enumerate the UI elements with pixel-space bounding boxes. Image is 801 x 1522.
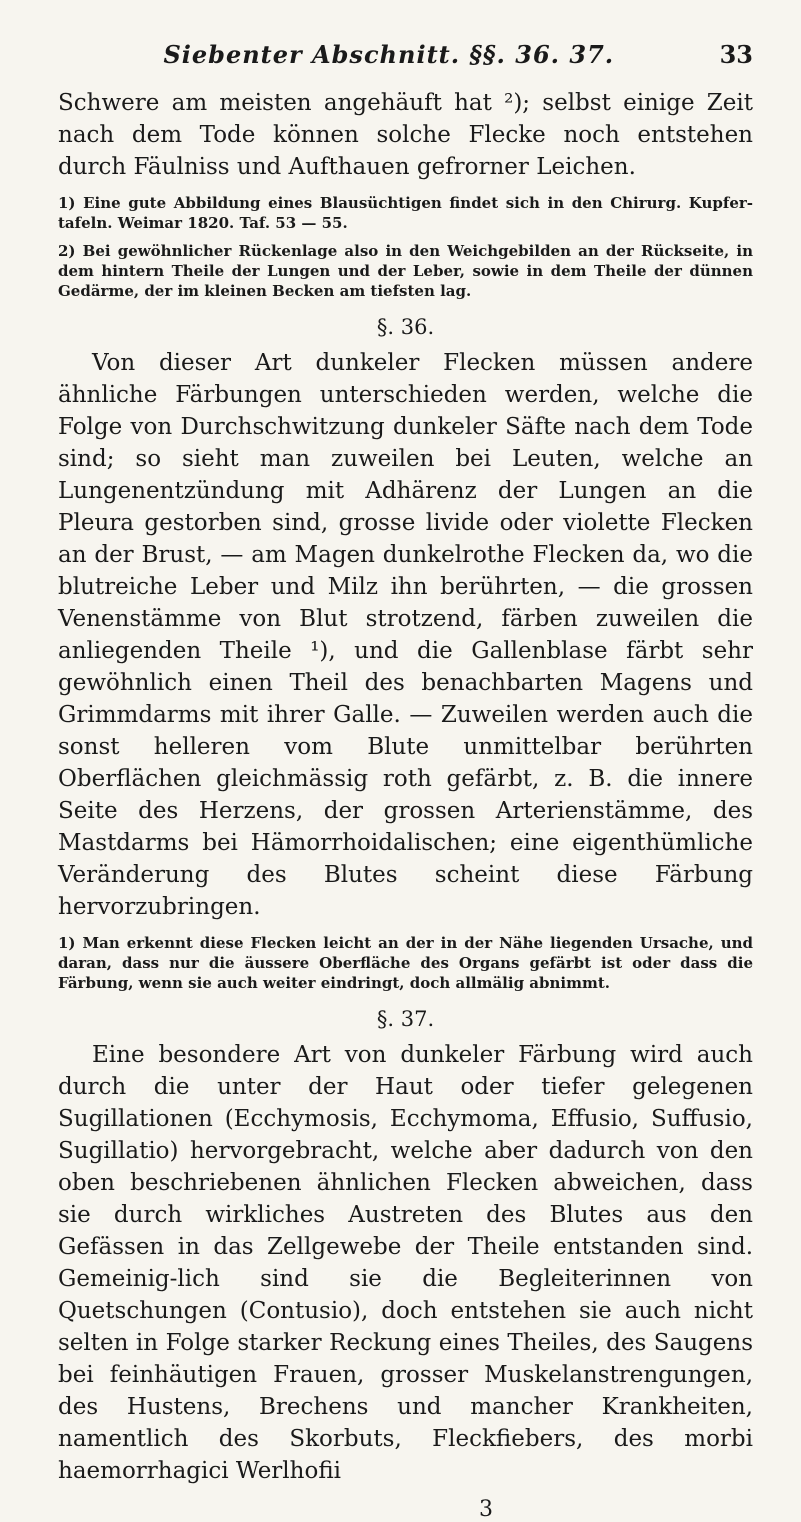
running-header (58, 40, 753, 69)
paragraph-continuation: Schwere am meisten angehäuft hat ²); selbst einige Zeit nach dem Tode können solche Flecke noch entstehen durch Fäulniss und Aufthauen gefrorner Leichen. (58, 90, 753, 180)
page-number: 33 (719, 40, 753, 69)
paragraph-section-36: Von dieser Art dunkeler Flecken müssen andere ähnliche Färbungen unterschieden werden, welche die Folge von Durchschwitzung dunkeler Säfte nach dem Tode sind; so sieht man zuweilen bei Leuten, welche an Lungenentzündung mit Adhärenz der Lungen an die Pleura gestorben sind, grosse livide oder violette Flecken an der Brust, — am Magen dunkelrothe Flecken da, wo die blutreiche Leber und Milz ihn berührten, — die grossen Venenstämme von Blut strotzend, färben zuweilen die anliegenden Theile ¹), und die Gallenblase färbt sehr gewöhnlich einen Theil des benachbarten Magens und Grimmdarms mit ihrer Galle. — Zuweilen werden auch die sonst helleren vom Blute unmittelbar berührten Oberflächen gleichmässig roth gefärbt, z. B. die innere Seite des Herzens, der grossen Arterienstämme, des Mastdarms bei Hämorrhoidalischen; eine eigenthümliche Veränderung des Blutes scheint diese Färbung hervorzubringen. (58, 350, 753, 920)
section-heading-36: §. 36. (376, 315, 435, 339)
footnote-3: 1) Man erkennt diese Flecken leicht an der in der Nähe liegenden Ursache, und daran, dass nur die äussere Oberfläche des Organs gefärbt ist oder dass die Färbung, wenn sie auch weiter eindringt, doch allmälig abnimmt. (58, 934, 753, 992)
paragraph-section-37: Eine besondere Art von dunkeler Färbung wird auch durch die unter der Haut oder tiefer gelegenen Sugillationen (Ecchymosis, Ecchymoma, Effusio, Suffusio, Sugillatio) hervorgebracht, welche aber dadurch von den oben beschriebenen ähnlichen Flecken abweichen, dass sie durch wirkliches Austreten des Blutes aus den Gefässen in das Zellgewebe der Theile entstanden sind. Gemeinig-lich sind sie die Begleiterinnen von Quetschungen (Contusio), doch entstehen sie auch nicht selten in Folge starker Reckung eines Theiles, des Saugens bei feinhäutigen Frauen, grosser Muskelanstrengungen, des Hustens, Brechens und mancher Krankheiten, namentlich des Skorbuts, Fleckfiebers, des morbi haemorrhagici Werlhofii (58, 1042, 753, 1484)
running-title: Siebenter Abschnitt. §§. 36. 37. (163, 40, 615, 69)
section-heading-37: §. 37. (376, 1007, 435, 1031)
footnote-1: 1) Eine gute Abbildung eines Blausüchtigen findet sich in den Chirurg. Kupfer-tafeln. Weimar 1820. Taf. 53 — 55. (58, 194, 753, 232)
footnote-2: 2) Bei gewöhnlicher Rückenlage also in den Weichgebilden an der Rückseite, in dem hintern Theile der Lungen und der Leber, sowie in dem Theile der dünnen Gedärme, der im kleinen Becken am tiefsten lag. (58, 242, 753, 300)
signature-mark: 3 (479, 1497, 493, 1522)
